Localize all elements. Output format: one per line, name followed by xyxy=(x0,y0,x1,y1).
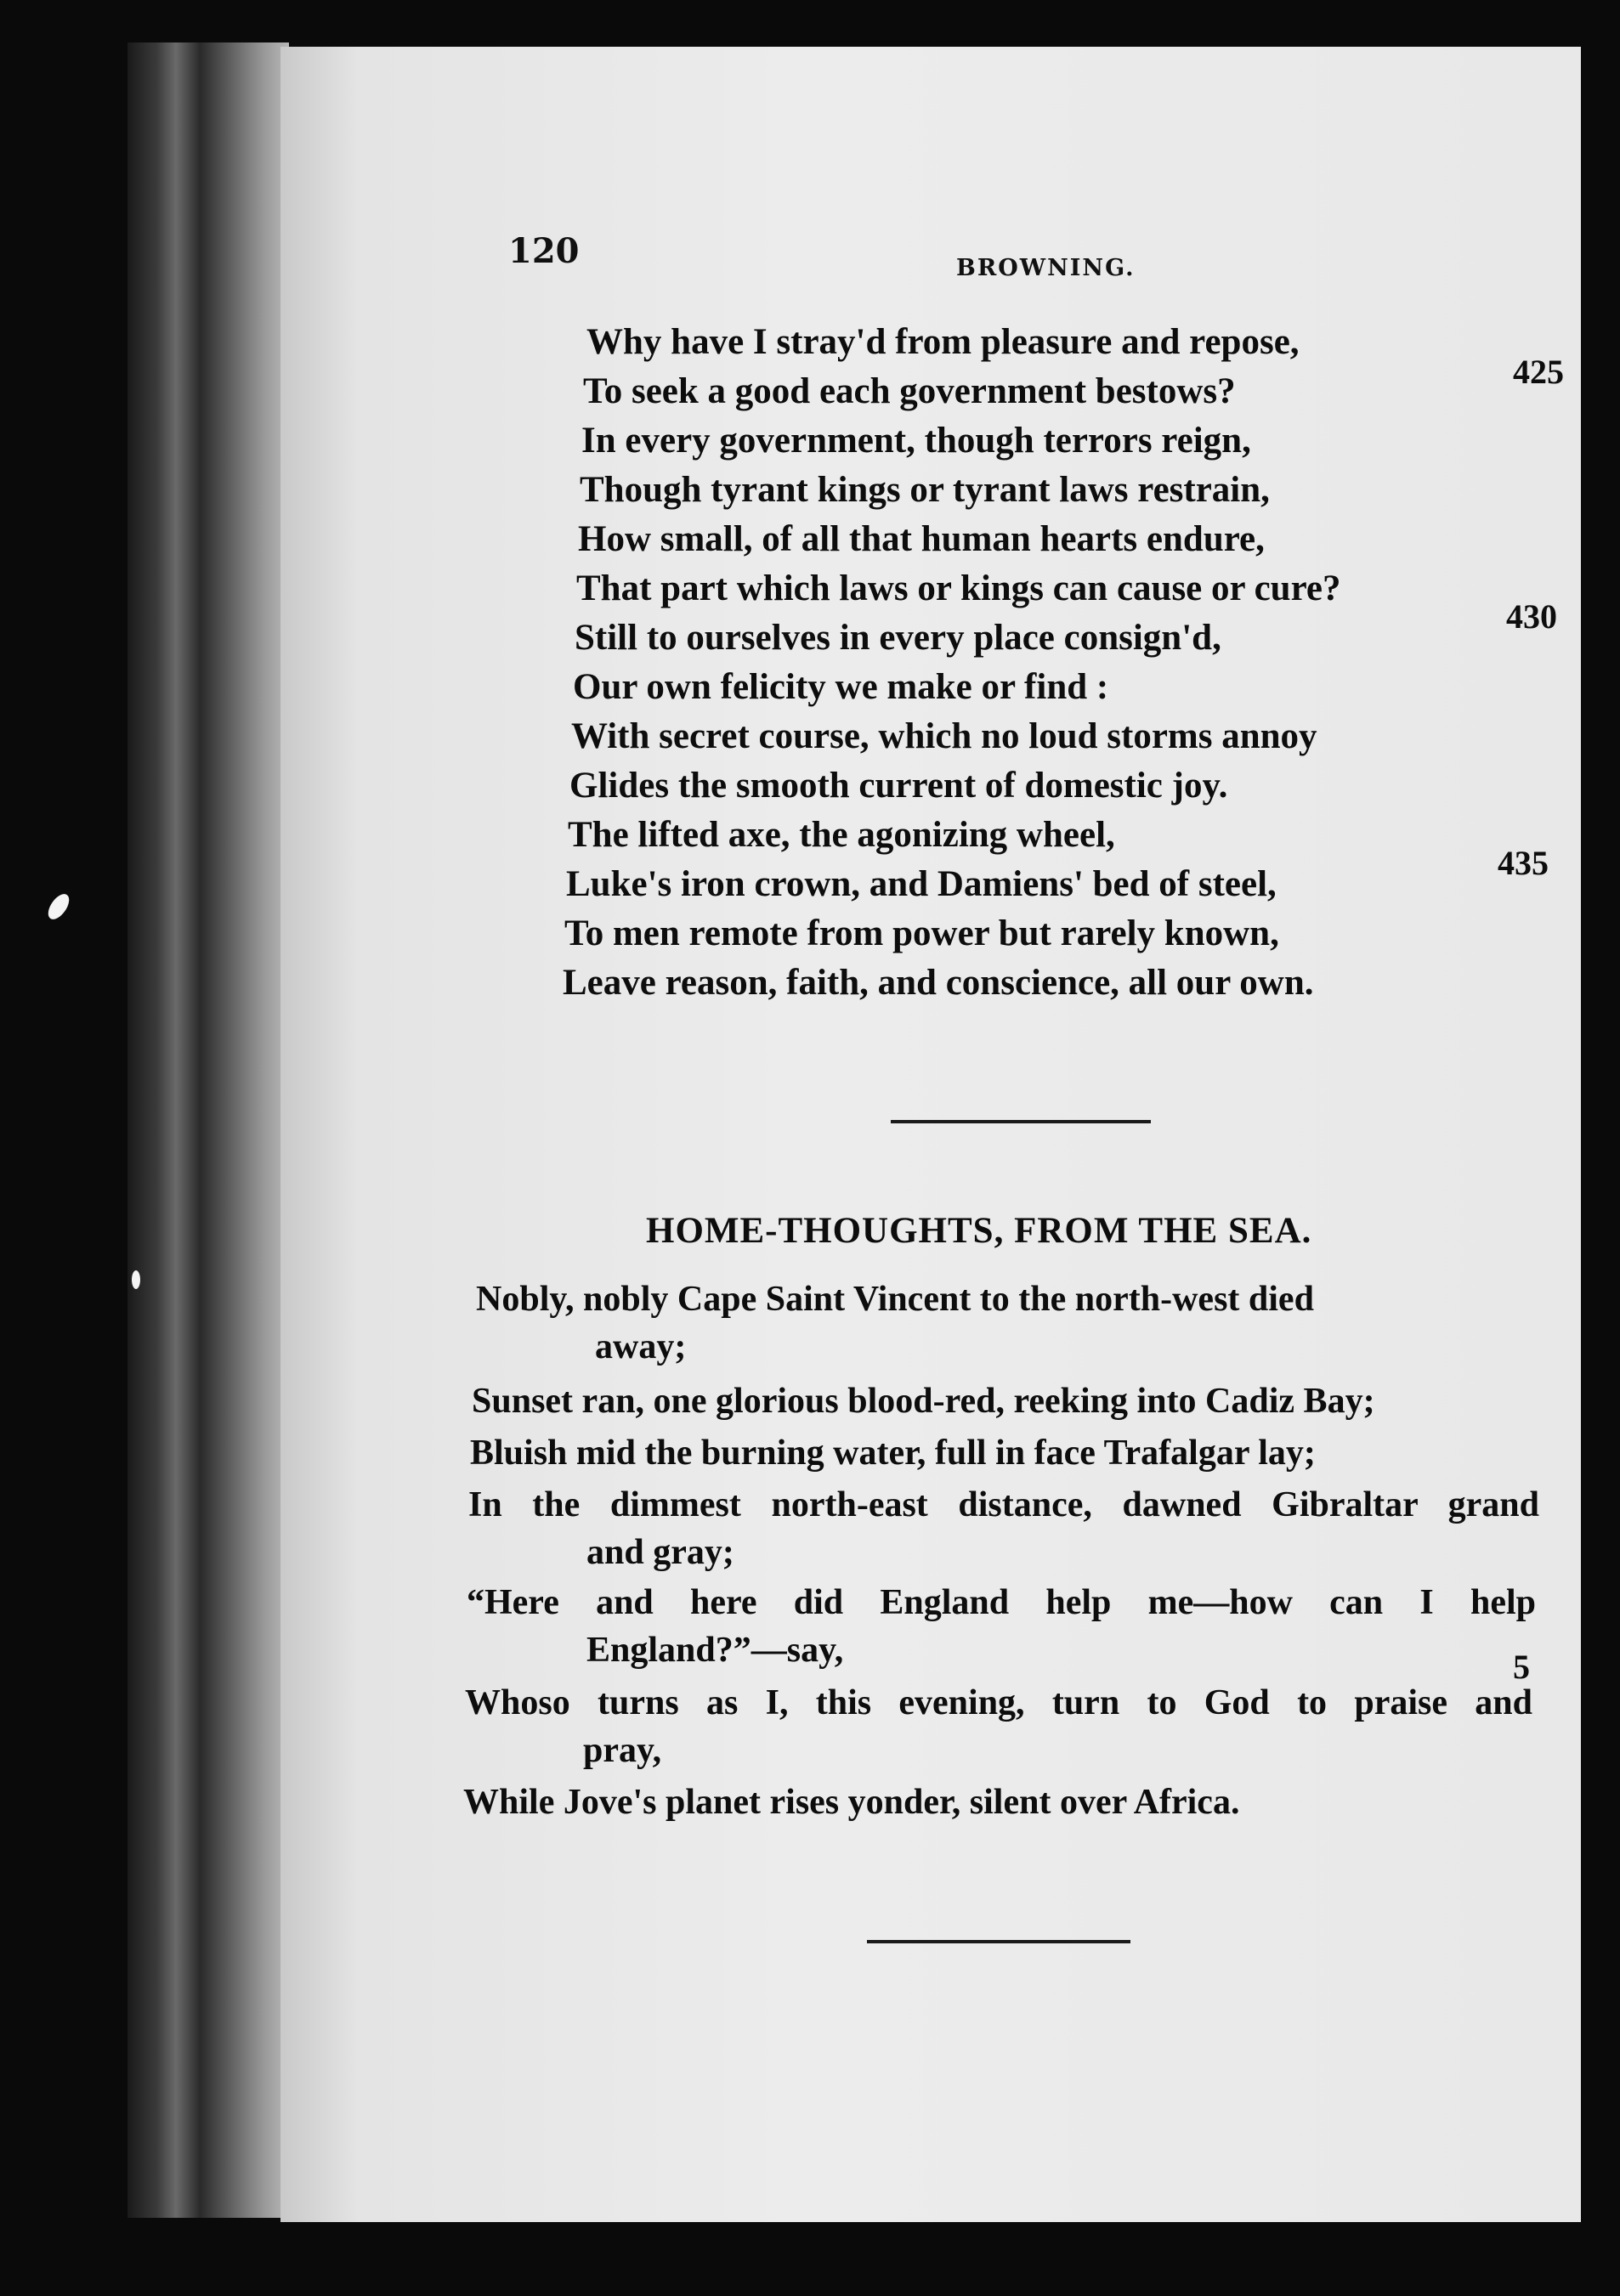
excerpt-line: Our own felicity we make or find : xyxy=(573,667,1109,707)
line-number: 425 xyxy=(1513,353,1564,391)
book-binding xyxy=(127,42,289,2218)
excerpt-line: That part which laws or kings can cause or cure? xyxy=(576,568,1341,608)
end-divider xyxy=(867,1940,1130,1943)
poem-line: Nobly, nobly Cape Saint Vincent to the north-west died xyxy=(476,1280,1314,1319)
poem-line: and gray; xyxy=(586,1533,734,1572)
poem-line: Bluish mid the burning water, full in face Trafalgar lay; xyxy=(470,1434,1316,1473)
poem-line: “Here and here did England help me—how can I help xyxy=(467,1583,1536,1622)
poem-line: away; xyxy=(595,1327,687,1366)
poem-line: pray, xyxy=(583,1731,662,1770)
scan-speck xyxy=(132,1270,140,1289)
poem-line: While Jove's planet rises yonder, silent over Africa. xyxy=(463,1783,1240,1822)
excerpt-line: Glides the smooth current of domestic joy. xyxy=(569,766,1228,806)
excerpt-line: To men remote from power but rarely known, xyxy=(564,913,1279,953)
section-divider xyxy=(891,1120,1151,1123)
excerpt-line: Luke's iron crown, and Damiens' bed of steel, xyxy=(566,864,1277,904)
excerpt-line: How small, of all that human hearts endure, xyxy=(578,519,1265,559)
poem-title: HOME-THOUGHTS, FROM THE SEA. xyxy=(646,1211,1312,1251)
line-number: 5 xyxy=(1513,1648,1530,1686)
poem-line: In the dimmest north-east distance, dawned Gibraltar grand xyxy=(468,1485,1539,1524)
excerpt-line: In every government, though terrors reign, xyxy=(581,421,1251,461)
running-head: BROWNING. xyxy=(956,255,1136,281)
excerpt-line: Still to ourselves in every place consign'd, xyxy=(575,618,1221,658)
poem-line: Sunset ran, one glorious blood-red, reeking into Cadiz Bay; xyxy=(472,1382,1375,1421)
excerpt-line: Though tyrant kings or tyrant laws restrain, xyxy=(580,470,1270,510)
page-number: 120 xyxy=(508,231,580,271)
line-number: 435 xyxy=(1498,844,1549,882)
excerpt-line: With secret course, which no loud storms annoy xyxy=(571,716,1317,756)
poem-line: Whoso turns as I, this evening, turn to God to praise and xyxy=(465,1683,1532,1722)
excerpt-line: To seek a good each government bestows? xyxy=(583,371,1236,411)
excerpt-line: The lifted axe, the agonizing wheel, xyxy=(568,815,1115,855)
excerpt-line: Why have I stray'd from pleasure and repose, xyxy=(586,322,1300,362)
excerpt-line: Leave reason, faith, and conscience, all our own. xyxy=(563,963,1314,1003)
line-number: 430 xyxy=(1506,597,1557,636)
poem-line: England?”—say, xyxy=(586,1631,844,1670)
